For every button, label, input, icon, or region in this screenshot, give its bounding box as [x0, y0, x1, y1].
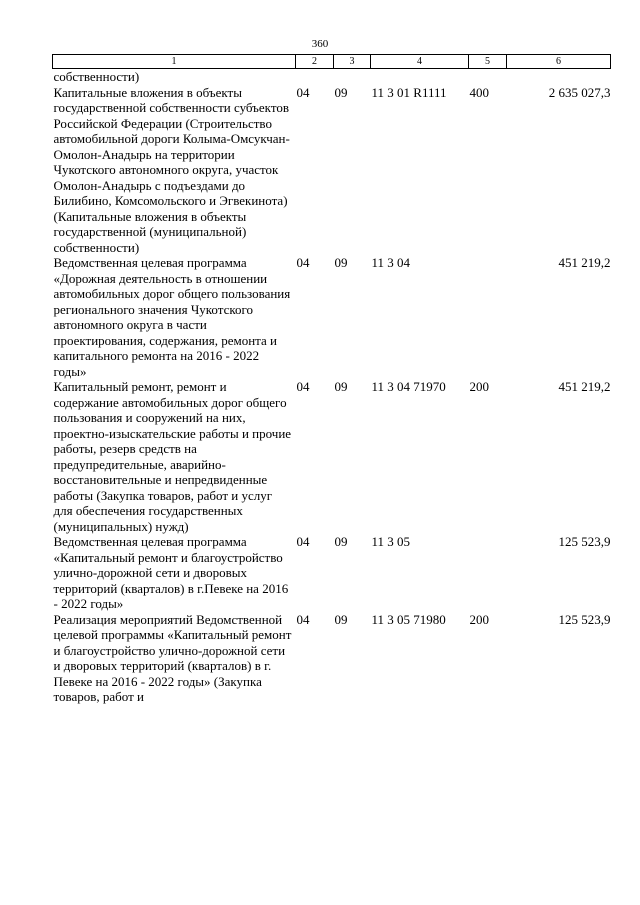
row-subsection: 09 — [334, 84, 348, 100]
column-header-name: 1 — [53, 55, 296, 69]
row-section — [296, 69, 334, 85]
row-section: 04 — [296, 534, 310, 549]
table-row — [53, 534, 611, 612]
row-section: 04 — [296, 379, 310, 394]
row-section: 04 — [296, 611, 310, 627]
row-expense-type: 200 — [469, 379, 489, 394]
table-row — [53, 69, 611, 85]
column-number-row — [53, 55, 611, 69]
row-expense-type: 200 — [469, 611, 489, 627]
row-subsection: 09 — [334, 611, 348, 627]
row-name: собственности) — [53, 69, 140, 84]
row-expense-type — [469, 69, 507, 85]
row-amount — [507, 69, 611, 85]
column-header-section: 2 — [296, 55, 334, 69]
row-name: Капитальный ремонт, ремонт и содержание автомобильных дорог общего пользования и сооружений на них, проектно-изыскательские работы и прочие работы, резерв средств на предупредительные, аварийно-восстановительные и непредвиденные работы (Закупка товаров, работ и услуг для обеспечения государственных (муниципальных) нужд) — [53, 379, 292, 534]
row-section: 04 — [296, 255, 310, 270]
table-row — [53, 612, 611, 705]
column-header-expense-type: 5 — [469, 55, 507, 69]
column-header-subsection: 3 — [334, 55, 371, 69]
row-target-code: 11 3 05 71980 — [371, 611, 446, 627]
budget-table — [52, 54, 611, 705]
table-row — [53, 379, 611, 534]
row-target-code: 11 3 05 — [371, 534, 411, 549]
row-amount: 2 635 027,3 — [548, 84, 611, 100]
row-target-code: 11 3 04 — [371, 255, 411, 270]
row-target-code: 11 3 01 R1111 — [371, 84, 447, 100]
row-amount: 125 523,9 — [558, 534, 611, 549]
table-row — [53, 255, 611, 379]
row-expense-type — [469, 255, 507, 379]
row-subsection: 09 — [334, 255, 348, 270]
row-section: 04 — [296, 84, 310, 100]
row-target-code: 11 3 04 71970 — [371, 379, 446, 394]
page-number: 360 — [311, 38, 329, 50]
row-subsection: 09 — [334, 534, 348, 549]
row-name: Капитальные вложения в объекты государственной собственности субъектов Российской Федерации (Строительство автомобильной дороги Колыма-Омсукчан-Омолон-Анадырь на территории Чукотского автономного округа, участок Омолон-Анадырь с подъездами до Билибино, Комсомольского и Эгвекинота) (Капитальные вложения в объекты государственной (муниципальной) собственности) — [53, 84, 290, 255]
table-row — [53, 85, 611, 256]
row-expense-type — [469, 534, 507, 612]
row-amount: 451 219,2 — [558, 379, 611, 394]
row-amount: 451 219,2 — [558, 255, 611, 270]
row-target-code — [371, 69, 469, 85]
row-name: Реализация мероприятий Ведомственной целевой программы «Капитальный ремонт и благоустройство улично-дорожной сети и дворовых территорий (кварталов) в г. Певеке на 2016 - 2022 годы» (Закупка товаров, работ и — [53, 611, 292, 704]
row-name: Ведомственная целевая программа «Дорожная деятельность в отношении автомобильных дорог общего пользования регионального значения Чукотского автономного округа в части проектирования, содержания, ремонта и капитального ремонта на 2016 - 2022 годы» — [53, 255, 291, 379]
row-subsection — [334, 69, 371, 85]
column-header-target-code: 4 — [371, 55, 469, 69]
row-amount: 125 523,9 — [558, 611, 611, 627]
row-subsection: 09 — [334, 379, 348, 394]
row-expense-type: 400 — [469, 84, 489, 100]
column-header-amount: 6 — [507, 55, 611, 69]
row-name: Ведомственная целевая программа «Капитальный ремонт и благоустройство улично-дорожной сети и дворовых территорий (кварталов) в г.Певеке на 2016 - 2022 годы» — [53, 534, 289, 611]
